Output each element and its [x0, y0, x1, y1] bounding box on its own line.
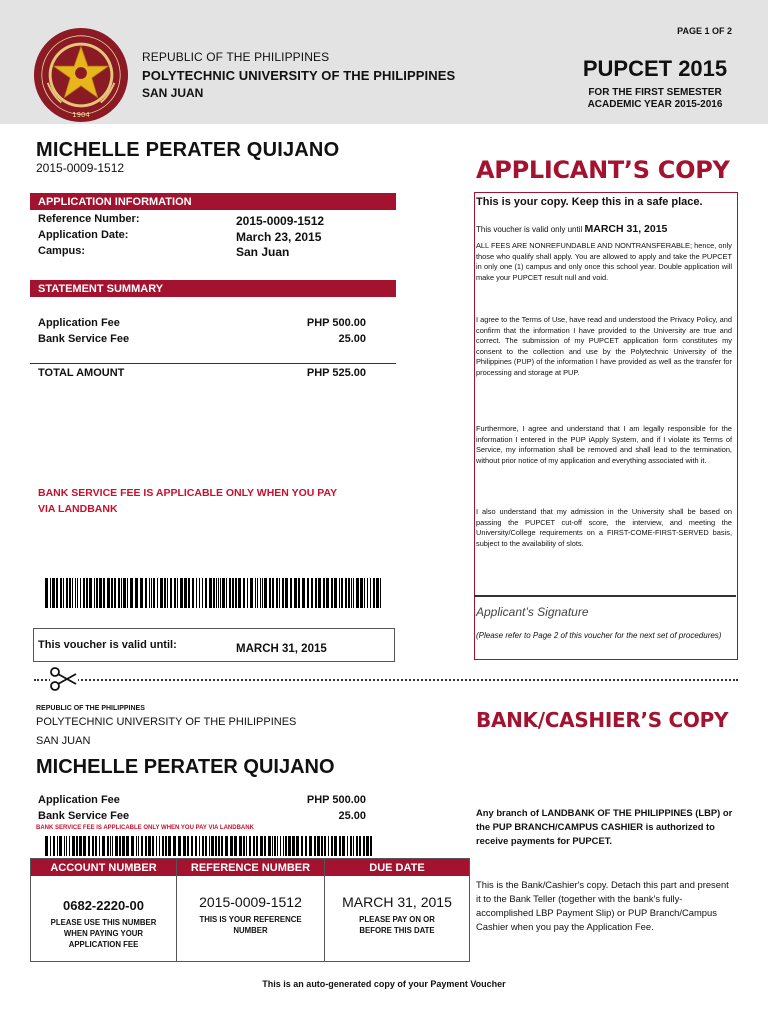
info-label: Reference Number: — [38, 213, 140, 225]
bank-copy-campus: SAN JUAN — [36, 735, 91, 747]
detach-note: This is the Bank/Cashier's copy. Detach this part and present it to the Bank Teller (together with the bank's fully-accomplished LBP Payment Slip) or PUP Branch/Campus Cashier when you pay the Application Fee. — [476, 879, 729, 932]
fee-label: Bank Service Fee — [38, 810, 130, 822]
voucher-valid-label: This voucher is valid until: — [38, 639, 177, 651]
account-number-note: WHEN PAYING YOUR — [63, 929, 144, 938]
fee-label: Application Fee — [38, 794, 120, 806]
statement-summary-header: STATEMENT SUMMARY — [30, 280, 396, 297]
page-number: PAGE 1 OF 2 — [677, 26, 732, 36]
reference-number-note: NUMBER — [233, 926, 268, 935]
barcode-bar — [381, 578, 382, 608]
bank-copy-name: MICHELLE PERATER QUIJANO — [36, 756, 335, 778]
svg-text:1904: 1904 — [72, 111, 90, 120]
due-date-note: PLEASE PAY ON OR — [359, 915, 435, 924]
header-republic: REPUBLIC OF THE PHILIPPINES — [142, 50, 330, 64]
bank-copy-republic: REPUBLIC OF THE PHILIPPINES — [36, 705, 145, 712]
voucher-valid-date: MARCH 31, 2015 — [236, 643, 327, 655]
fee-value: PHP 500.00 — [306, 317, 366, 329]
valid-only-until — [476, 223, 667, 235]
account-number-note: PLEASE USE THIS NUMBER — [50, 918, 157, 927]
valid-prefix: This voucher is valid only until — [476, 225, 583, 234]
account-number-value: 0682-2220-00 — [63, 898, 144, 913]
account-number-column — [31, 859, 177, 961]
info-value: 2015-0009-1512 — [236, 214, 325, 228]
voucher-valid-box — [33, 628, 395, 662]
scissors-icon — [50, 666, 78, 692]
cut-line — [34, 679, 738, 681]
fee-label: Bank Service Fee — [38, 333, 130, 345]
terms-paragraph: I agree to the Terms of Use, have read and understood the Privacy Policy, and confirm that the information I have provided to the University are true and correct. The submission of my PUPCET application form constitutes my consent to the collection and use by the Polytechnic University of the Philippines (PUP) of the information I have provided as well as the transfer for processing and storage at PUP. — [476, 315, 732, 377]
academic-year-label: ACADEMIC YEAR 2015-2016 — [587, 99, 723, 110]
bank-copy-title: BANK/CASHIER’S COPY — [476, 708, 729, 732]
fee-value: 25.00 — [338, 810, 366, 822]
due-date-note: BEFORE THIS DATE — [359, 926, 435, 935]
application-info-header: APPLICATION INFORMATION — [30, 193, 396, 210]
info-label: Campus: — [38, 245, 86, 257]
fee-value: PHP 500.00 — [306, 794, 366, 806]
applicant-copy-title: APPLICANT’S COPY — [476, 156, 730, 184]
bank-fee-note-cont: VIA LANDBANK — [38, 503, 118, 515]
barcode — [45, 836, 375, 856]
reference-number-column — [177, 859, 325, 961]
signature-label: Applicant’s Signature — [476, 605, 589, 619]
page-two-note: (Please refer to Page 2 of this voucher for the next set of procedures) — [476, 631, 722, 640]
account-number-header: ACCOUNT NUMBER — [31, 859, 176, 876]
barcode-bar — [370, 836, 372, 856]
applicant-reference: 2015-0009-1512 — [36, 161, 125, 175]
total-label: TOTAL AMOUNT — [38, 367, 125, 379]
divider — [30, 363, 396, 364]
signature-line — [474, 595, 736, 597]
reference-number-value: 2015-0009-1512 — [199, 894, 302, 910]
due-date-header: DUE DATE — [325, 859, 469, 876]
bank-fee-note: BANK SERVICE FEE IS APPLICABLE ONLY WHEN YOU PAY — [38, 487, 338, 499]
bank-copy-fee-note: BANK SERVICE FEE IS APPLICABLE ONLY WHEN YOU PAY VIA LANDBANK — [36, 825, 254, 831]
keep-note: This is your copy. Keep this in a safe place. — [476, 196, 703, 208]
applicant-name: MICHELLE PERATER QUIJANO — [36, 139, 340, 161]
university-seal-icon — [32, 26, 130, 124]
fee-label: Application Fee — [38, 317, 120, 329]
footer-note: This is an auto-generated copy of your Payment Voucher — [262, 979, 506, 989]
responsibility-paragraph: Furthermore, I agree and understand that I am legally responsible for the information I entered in the PUP iApply System, and if I violate its Terms of Service, my information shall be removed and shall lead to the termination, without prior notice of my application and everything associated with it. — [476, 424, 732, 465]
payment-table — [30, 858, 470, 962]
valid-date: MARCH 31, 2015 — [584, 223, 668, 235]
authorized-note: Any branch of LANDBANK OF THE PHILIPPINES (LBP) or the PUP BRANCH/CAMPUS CASHIER is authorized to receive payments for PUPCET. — [476, 807, 733, 846]
due-date-value: MARCH 31, 2015 — [342, 894, 452, 910]
barcode — [45, 578, 385, 608]
semester-label: FOR THE FIRST SEMESTER — [588, 87, 722, 98]
bank-copy-university: POLYTECHNIC UNIVERSITY OF THE PHILIPPINES — [36, 716, 297, 728]
info-label: Application Date: — [38, 229, 129, 241]
fees-paragraph: ALL FEES ARE NONREFUNDABLE AND NONTRANSFERABLE; hence, only those who qualify shall apply. You are allowed to apply and take the PUPCET in only one (1) campus and only once this school year. Double application will make your PUPCET result null and void. — [476, 241, 732, 282]
header-campus: SAN JUAN — [142, 86, 204, 100]
due-date-column — [325, 859, 469, 961]
header-university: POLYTECHNIC UNIVERSITY OF THE PHILIPPINES — [142, 68, 456, 83]
account-number-note: APPLICATION FEE — [68, 940, 139, 949]
info-value: San Juan — [236, 245, 290, 259]
reference-number-note: THIS IS YOUR REFERENCE — [199, 915, 302, 924]
reference-number-header: REFERENCE NUMBER — [177, 859, 324, 876]
fee-value: 25.00 — [338, 333, 366, 345]
info-value: March 23, 2015 — [236, 230, 322, 244]
exam-title: PUPCET 2015 — [582, 56, 728, 81]
total-value: PHP 525.00 — [306, 367, 366, 379]
admission-paragraph: I also understand that my admission in the University shall be based on passing the PUPCET cut-off score, the interview, and meeting the University/College requirements on a FIRST-COME-FIRST-SERVED basis, subject to the availability of slots. — [476, 507, 732, 548]
